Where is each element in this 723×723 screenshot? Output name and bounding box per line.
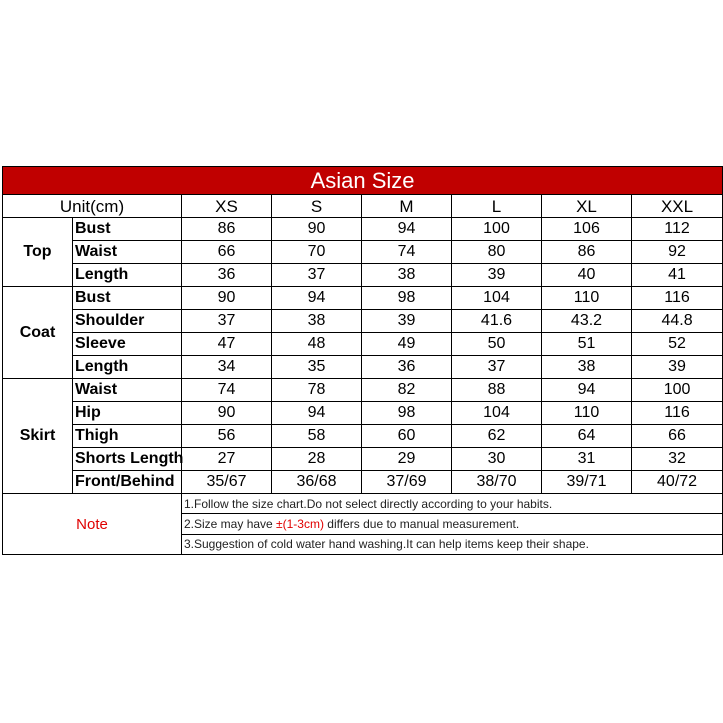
- size-value-cell: 116: [632, 287, 723, 310]
- size-value-cell: 66: [632, 425, 723, 448]
- size-value-cell: 88: [452, 379, 542, 402]
- size-value-cell: 43.2: [542, 310, 632, 333]
- size-value-cell: 28: [272, 448, 362, 471]
- size-value-cell: 39: [632, 356, 723, 379]
- size-value-cell: 41.6: [452, 310, 542, 333]
- size-value-cell: 58: [272, 425, 362, 448]
- size-value-cell: 41: [632, 264, 723, 287]
- size-value-cell: 36: [362, 356, 452, 379]
- measurement-label: Bust: [73, 218, 182, 241]
- note-label: Note: [3, 494, 182, 555]
- measurement-label: Shorts Length: [73, 448, 182, 471]
- size-value-cell: 39: [452, 264, 542, 287]
- size-value-cell: 64: [542, 425, 632, 448]
- note-row: [3, 494, 723, 514]
- size-value-cell: 29: [362, 448, 452, 471]
- note-line-3: 3.Suggestion of cold water hand washing.It can help items keep their shape.: [182, 534, 723, 554]
- size-header-xxl: XXL: [632, 195, 723, 218]
- size-header-xs: XS: [182, 195, 272, 218]
- measurement-label: Bust: [73, 287, 182, 310]
- table-row: [3, 310, 723, 333]
- size-value-cell: 80: [452, 241, 542, 264]
- size-chart: [2, 166, 722, 556]
- size-value-cell: 116: [632, 402, 723, 425]
- size-value-cell: 70: [272, 241, 362, 264]
- size-value-cell: 90: [272, 218, 362, 241]
- size-value-cell: 35: [272, 356, 362, 379]
- table-row: [3, 241, 723, 264]
- size-value-cell: 38: [362, 264, 452, 287]
- size-value-cell: 74: [362, 241, 452, 264]
- size-value-cell: 98: [362, 287, 452, 310]
- note-line-2: [182, 514, 723, 534]
- size-value-cell: 100: [632, 379, 723, 402]
- size-value-cell: 66: [182, 241, 272, 264]
- table-row: [3, 471, 723, 494]
- size-value-cell: 37/69: [362, 471, 452, 494]
- size-header-m: M: [362, 195, 452, 218]
- size-value-cell: 30: [452, 448, 542, 471]
- table-row: [3, 379, 723, 402]
- size-value-cell: 38: [272, 310, 362, 333]
- size-value-cell: 86: [182, 218, 272, 241]
- size-value-cell: 36: [182, 264, 272, 287]
- size-value-cell: 62: [452, 425, 542, 448]
- note-line-2-text: 2.Size may have: [184, 516, 277, 531]
- measurement-label: Waist: [73, 379, 182, 402]
- size-value-cell: 34: [182, 356, 272, 379]
- note-line-2-suffix: differs due to manual measurement.: [323, 516, 520, 531]
- table-row: [3, 425, 723, 448]
- size-header-l: L: [452, 195, 542, 218]
- size-value-cell: 39/71: [542, 471, 632, 494]
- size-value-cell: 94: [542, 379, 632, 402]
- tolerance-text: ±(1-3cm): [276, 516, 324, 531]
- size-value-cell: 106: [542, 218, 632, 241]
- size-value-cell: 90: [182, 287, 272, 310]
- group-label-skirt: Skirt: [3, 379, 73, 494]
- size-value-cell: 94: [272, 402, 362, 425]
- size-value-cell: 94: [272, 287, 362, 310]
- size-value-cell: 50: [452, 333, 542, 356]
- size-value-cell: 32: [632, 448, 723, 471]
- measurement-label: Hip: [73, 402, 182, 425]
- size-value-cell: 40/72: [632, 471, 723, 494]
- table-row: [3, 264, 723, 287]
- size-value-cell: 51: [542, 333, 632, 356]
- size-value-cell: 74: [182, 379, 272, 402]
- chart-title: Asian Size: [3, 167, 723, 195]
- measurement-label: Shoulder: [73, 310, 182, 333]
- table-row: [3, 333, 723, 356]
- size-value-cell: 56: [182, 425, 272, 448]
- unit-label: Unit(cm): [3, 195, 182, 218]
- size-value-cell: 27: [182, 448, 272, 471]
- table-row: [3, 356, 723, 379]
- size-value-cell: 78: [272, 379, 362, 402]
- size-value-cell: 44.8: [632, 310, 723, 333]
- size-value-cell: 104: [452, 287, 542, 310]
- size-value-cell: 47: [182, 333, 272, 356]
- measurement-label: Front/Behind: [73, 471, 182, 494]
- size-value-cell: 38/70: [452, 471, 542, 494]
- size-value-cell: 48: [272, 333, 362, 356]
- table-row: [3, 402, 723, 425]
- measurement-label: Thigh: [73, 425, 182, 448]
- size-value-cell: 90: [182, 402, 272, 425]
- size-header-s: S: [272, 195, 362, 218]
- measurement-label: Waist: [73, 241, 182, 264]
- size-value-cell: 98: [362, 402, 452, 425]
- size-value-cell: 52: [632, 333, 723, 356]
- size-value-cell: 35/67: [182, 471, 272, 494]
- size-value-cell: 92: [632, 241, 723, 264]
- table-row: [3, 448, 723, 471]
- size-value-cell: 86: [542, 241, 632, 264]
- size-value-cell: 38: [542, 356, 632, 379]
- size-value-cell: 37: [182, 310, 272, 333]
- size-value-cell: 104: [452, 402, 542, 425]
- group-label-coat: Coat: [3, 287, 73, 379]
- size-value-cell: 31: [542, 448, 632, 471]
- size-value-cell: 37: [452, 356, 542, 379]
- size-value-cell: 100: [452, 218, 542, 241]
- size-value-cell: 94: [362, 218, 452, 241]
- table-row: [3, 218, 723, 241]
- size-value-cell: 49: [362, 333, 452, 356]
- measurement-label: Length: [73, 356, 182, 379]
- size-value-cell: 37: [272, 264, 362, 287]
- size-value-cell: 36/68: [272, 471, 362, 494]
- table-row: [3, 287, 723, 310]
- size-header-xl: XL: [542, 195, 632, 218]
- size-value-cell: 60: [362, 425, 452, 448]
- size-value-cell: 110: [542, 402, 632, 425]
- size-value-cell: 39: [362, 310, 452, 333]
- measurement-label: Sleeve: [73, 333, 182, 356]
- note-line-1: 1.Follow the size chart.Do not select directly according to your habits.: [182, 494, 723, 514]
- size-table: [2, 166, 723, 555]
- group-label-top: Top: [3, 218, 73, 287]
- size-value-cell: 110: [542, 287, 632, 310]
- size-value-cell: 112: [632, 218, 723, 241]
- size-value-cell: 82: [362, 379, 452, 402]
- measurement-label: Length: [73, 264, 182, 287]
- size-value-cell: 40: [542, 264, 632, 287]
